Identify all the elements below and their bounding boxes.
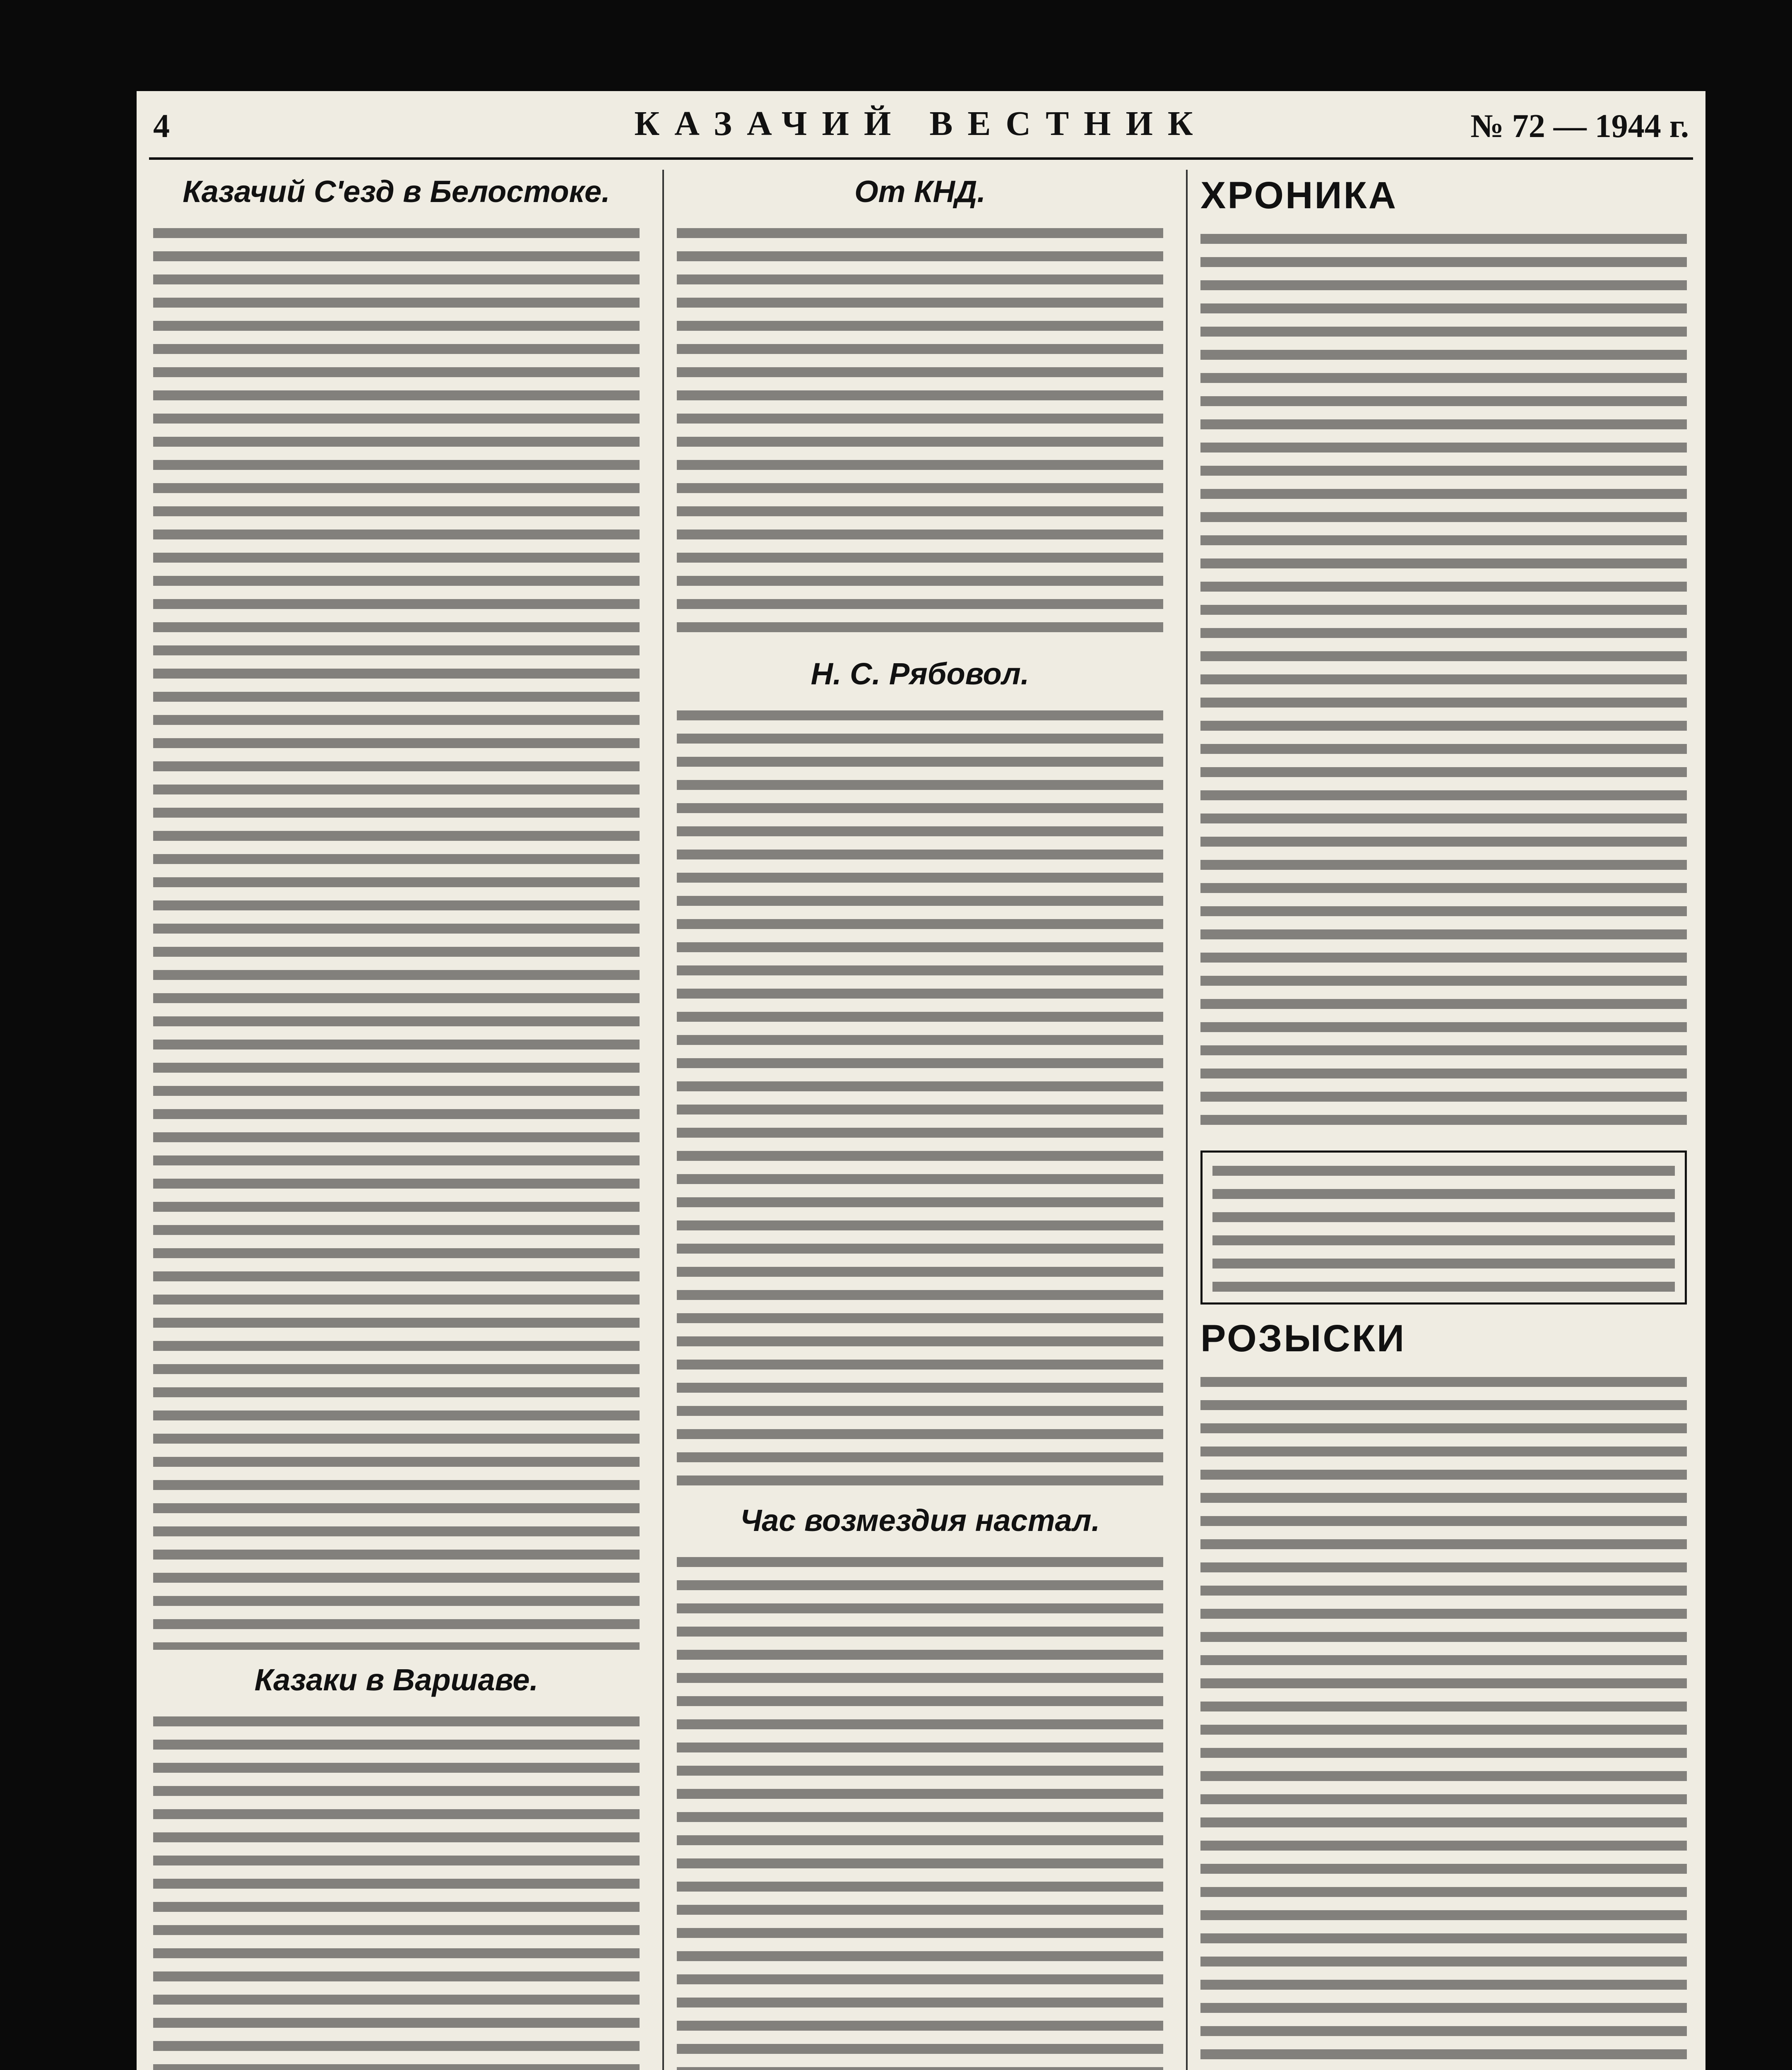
header-rule xyxy=(149,157,1693,160)
column-divider xyxy=(1186,170,1188,2070)
article-body xyxy=(677,1550,1163,2070)
page-number: 4 xyxy=(153,108,170,144)
article-body xyxy=(677,704,1163,1490)
article-heading: Час возмездия настал. xyxy=(740,1503,1100,1538)
column-3 xyxy=(1200,170,1687,2070)
article-body xyxy=(1200,1370,1687,2070)
column-2 xyxy=(677,170,1163,2070)
article-heading: Казачий С'езд в Белостоке. xyxy=(183,174,610,209)
section-heading: ХРОНИКА xyxy=(1200,174,1398,217)
newspaper-title: КАЗАЧИЙ ВЕСТНИК xyxy=(634,104,1208,143)
column-1 xyxy=(153,170,640,2070)
column-divider xyxy=(662,170,664,2070)
article-body xyxy=(677,221,1163,644)
article-body xyxy=(153,221,640,1650)
article-body xyxy=(153,1710,640,2070)
boxed-notice xyxy=(1200,1151,1687,1305)
article-body xyxy=(1200,227,1687,1138)
newspaper-page xyxy=(137,91,1705,2070)
notice-body xyxy=(1212,1159,1675,1296)
article-heading: Казаки в Варшаве. xyxy=(254,1663,539,1697)
issue-number: № 72 — 1944 г. xyxy=(1470,108,1689,144)
page-header xyxy=(137,91,1705,157)
article-heading: Н. С. Рябовол. xyxy=(811,657,1029,691)
article-heading: От КНД. xyxy=(854,174,986,209)
section-heading: РОЗЫСКИ xyxy=(1200,1317,1406,1360)
